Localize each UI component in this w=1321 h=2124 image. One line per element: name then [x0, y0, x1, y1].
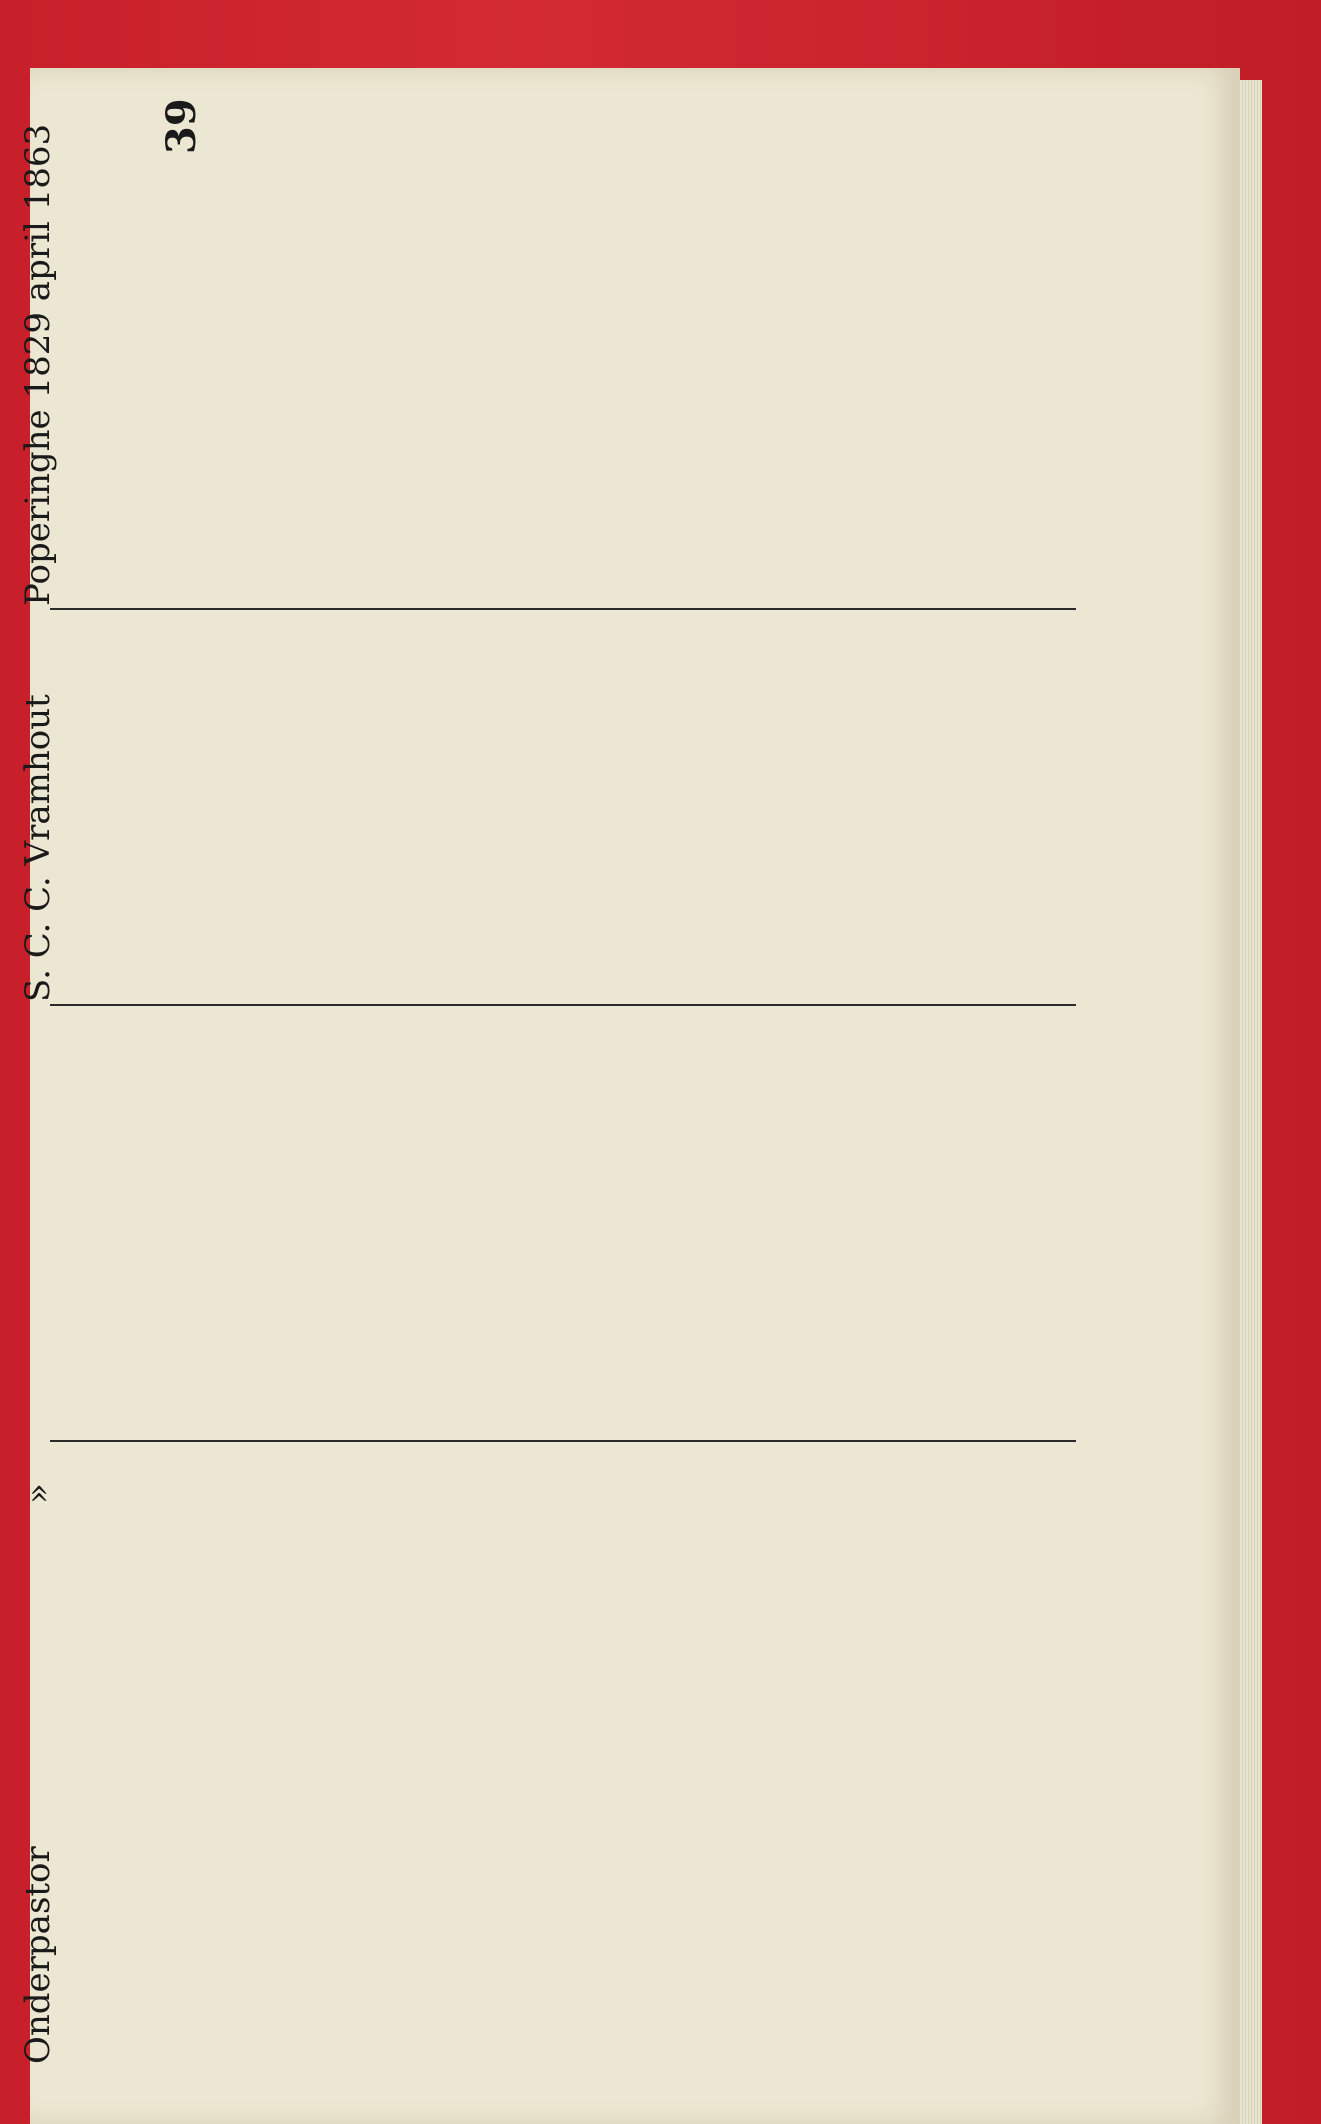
table-row [464, 0, 502, 2064]
table-row [56, 0, 94, 2064]
table-row [709, 0, 747, 2064]
table-row [505, 0, 543, 2064]
header-col3: S. C. C. Vramhout [18, 694, 58, 1002]
page-number: 39 [158, 98, 205, 154]
table-row [219, 0, 257, 2064]
table-row [627, 0, 665, 2064]
table-row [954, 0, 992, 2064]
header-row [18, 54, 56, 2064]
table-row [423, 0, 461, 2064]
header-col1: Onderpastor [18, 1846, 58, 2064]
table-row [750, 0, 788, 2064]
table-row [994, 0, 1032, 2064]
table-row [342, 0, 380, 2064]
table-row [138, 0, 176, 2064]
table-row [260, 0, 298, 2064]
table-row [1035, 0, 1073, 2064]
table-row [586, 0, 624, 2064]
table-row [872, 0, 910, 2064]
header-col2: » [18, 1483, 58, 1504]
table-row [831, 0, 869, 2064]
table-row [178, 0, 216, 2064]
table-row [790, 0, 828, 2064]
table-row [668, 0, 706, 2064]
header-col4: Poperinghe 1829 april 1863 [18, 123, 58, 606]
table-row [301, 0, 339, 2064]
table-row [913, 0, 951, 2064]
table-row [546, 0, 584, 2064]
table-row [97, 0, 135, 2064]
table-row [382, 0, 420, 2064]
